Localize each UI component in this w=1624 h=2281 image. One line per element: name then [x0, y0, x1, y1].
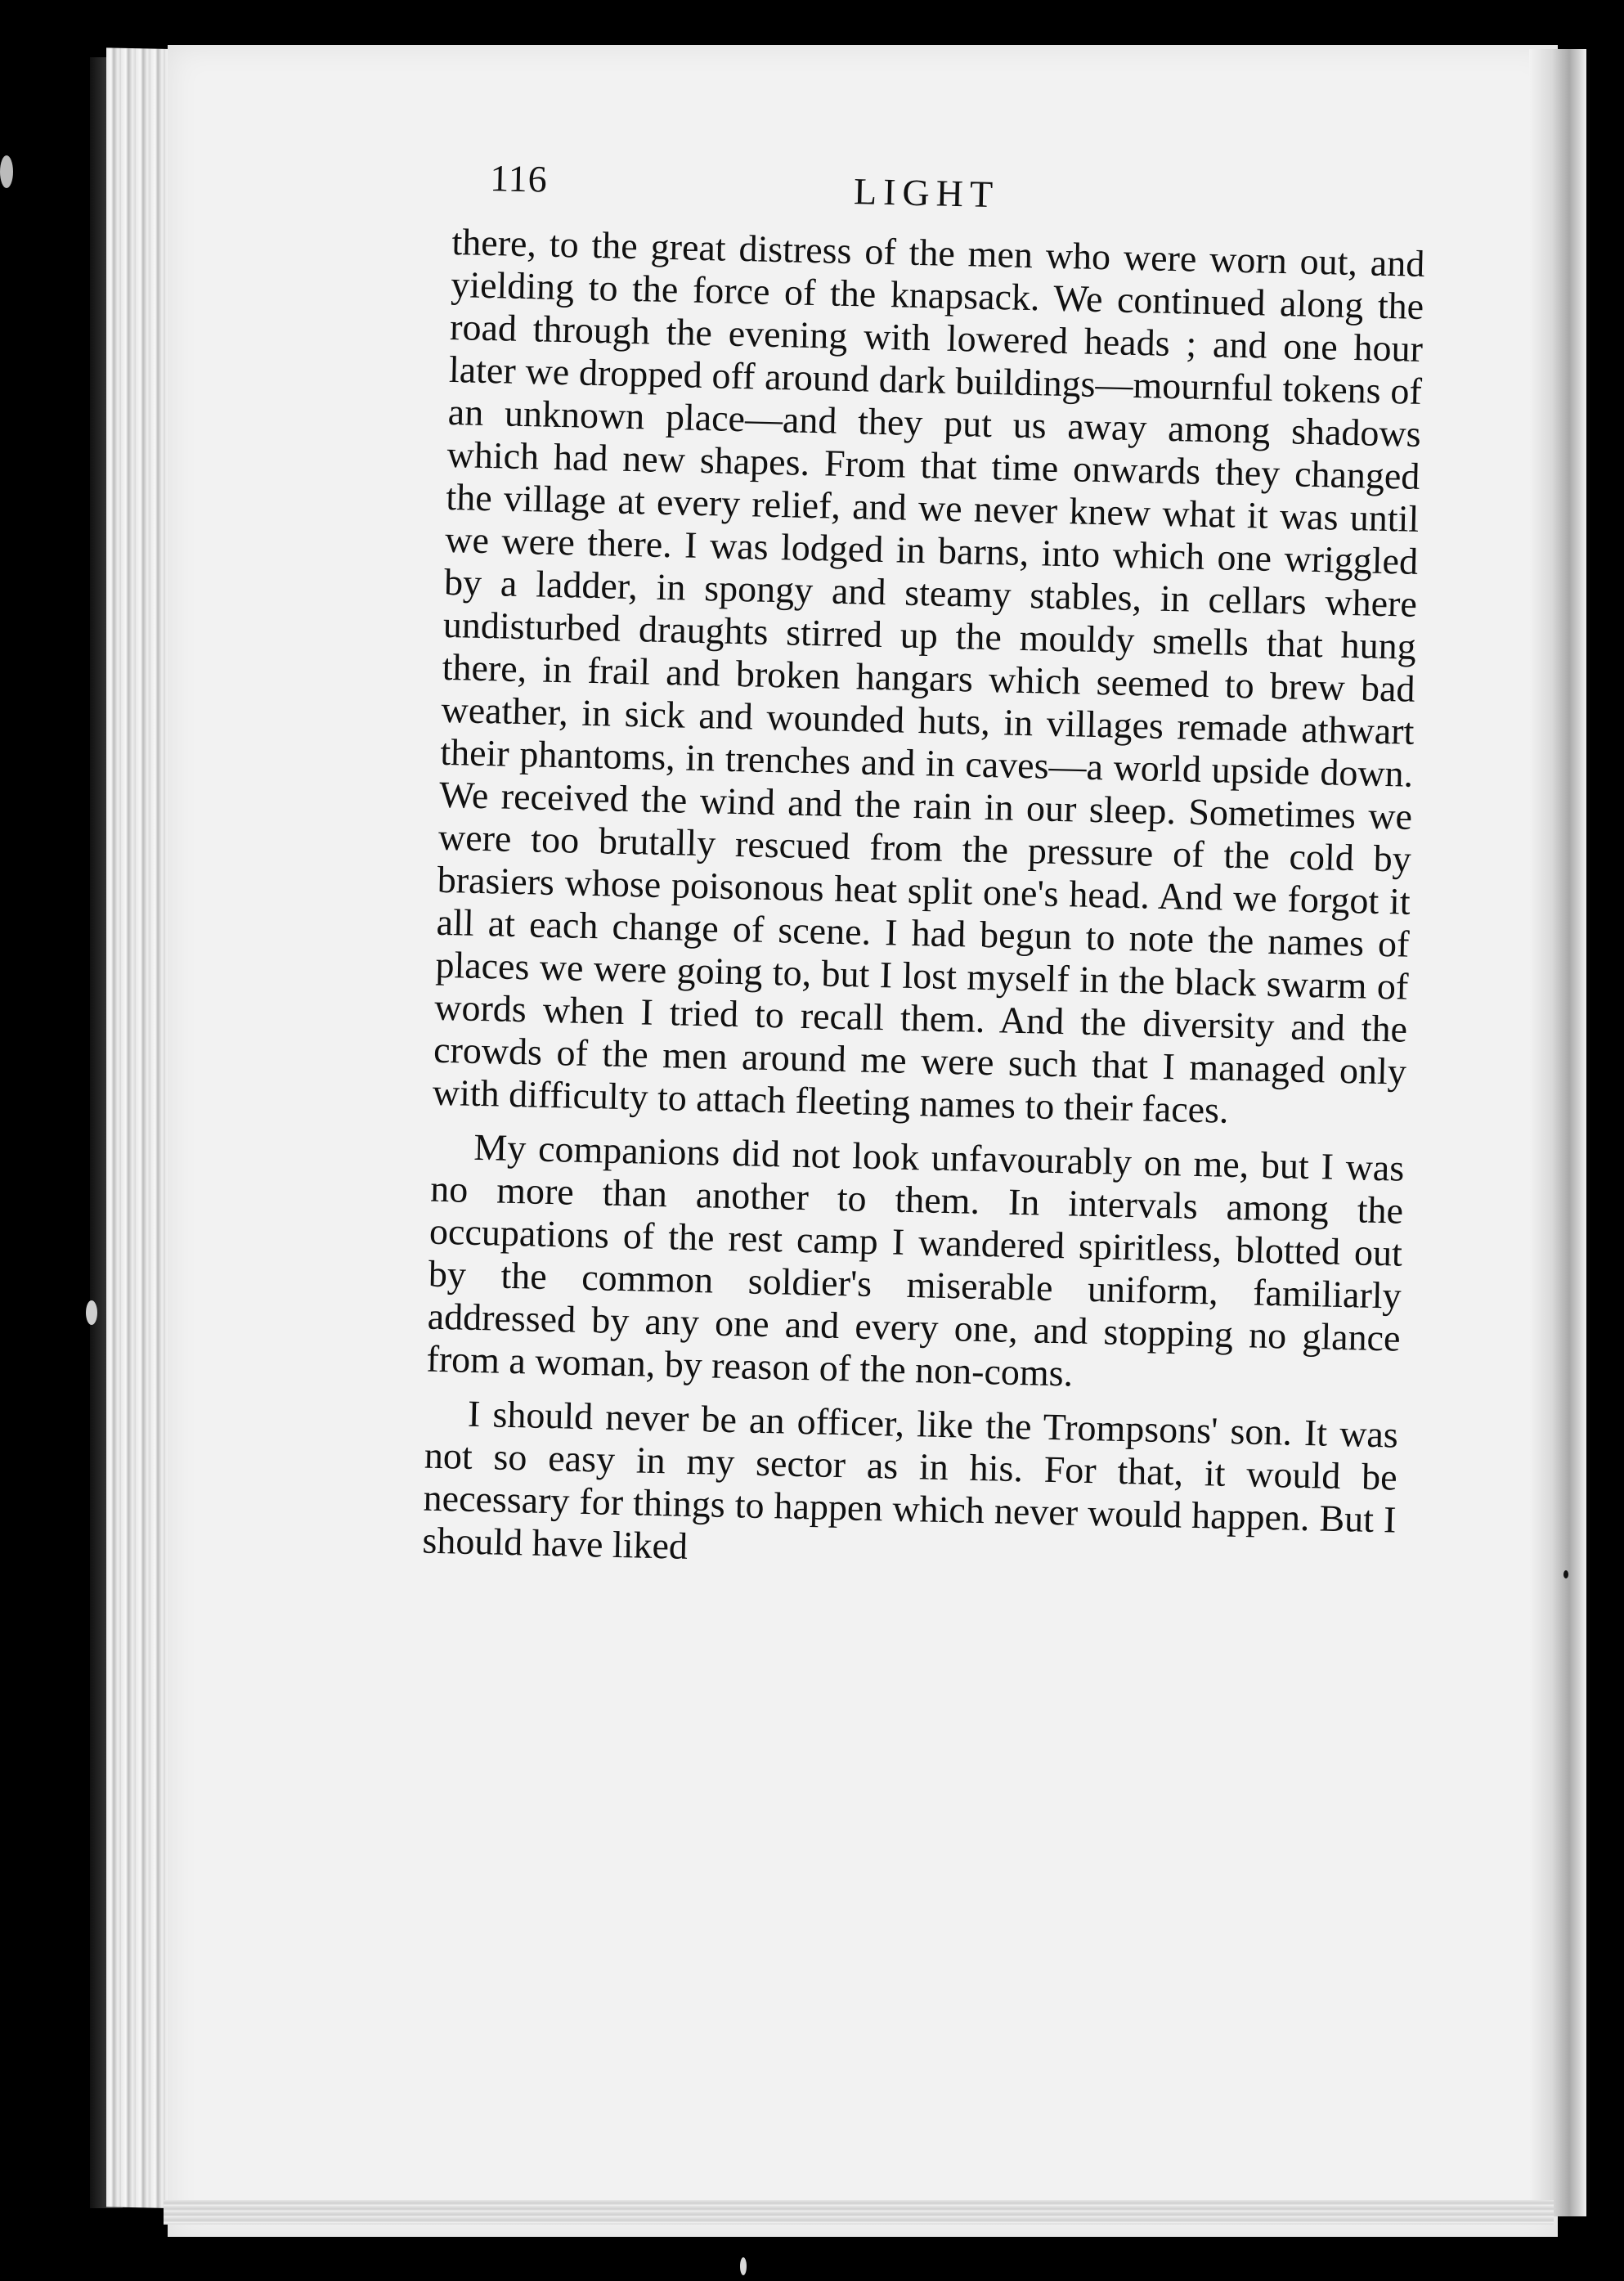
scan-speck — [740, 2257, 747, 2275]
scan-speck — [86, 1300, 97, 1325]
page-edge-right — [1529, 49, 1586, 2216]
page-edges-bottom — [164, 2200, 1554, 2225]
paragraph-3: I should never be an officer, like the Trompsons' son. It was not so easy in my sector as in his. For that, it would be necessary for things to happen which never would happen. But I should have liked — [422, 1392, 1399, 1567]
scan-speck — [1563, 1570, 1568, 1578]
paragraph-1: there, to the great distress of the men who were worn out, and yielding to the force of the knapsack. We continued along the road through the evening with lowered heads ; and one hour later we dropped off around dark buildings—mournful tokens of an unknown place—and they put us away among shadows which had new shapes. From that time onwards they changed the village at every relief, and we never knew what it was until we were there. I was lodged in barns, into which one wriggled by a ladder, in spongy and steamy stables, in cellars where undisturbed draughts stirred up the mouldy smells that hung there, in frail and broken hangars which seemed to brew bad weather, in sick and wounded huts, in villages remade athwart their phantoms, in trenches and in caves—a world upside down. We received the wind and the rain in our sleep. Sometimes we were too brutally rescued from the pressure of the cold by brasiers whose poisonous heat split one's head. And we forgot it all at each change of scene. I had begun to note the names of places we were going to, but I lost myself in the black swarm of words when I tried to recall them. And the diversity and the crowds of the men around me were such that I managed only with difficulty to attach fleeting names to their faces. — [432, 220, 1425, 1131]
text-block — [422, 155, 1427, 1584]
scan-speck — [0, 155, 13, 188]
running-title: LIGHT — [853, 170, 1000, 216]
paragraph-2: My companions did not look unfavourably on me, but I was no more than another to them. In intervals among the occupations of the rest camp I wandered spiritless, blotted out by the common soldier's miserable uniform, familiarly addressed by any one and every one, and stopping no glance from a woman, by reason of the non-coms. — [426, 1125, 1405, 1394]
page-number: 116 — [489, 157, 549, 200]
